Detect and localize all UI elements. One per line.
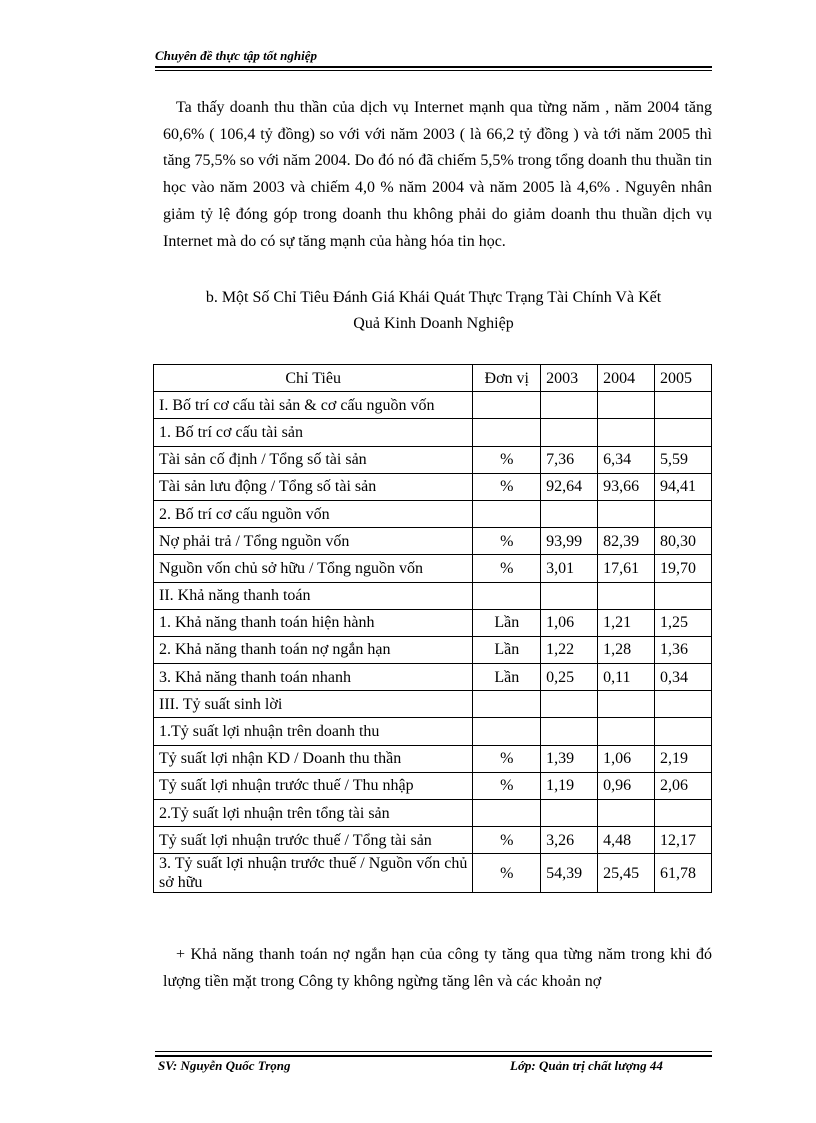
cell-indicator: 1. Bố trí cơ cấu tài sản — [154, 419, 473, 446]
page-header-title: Chuyên đề thực tập tốt nghiệp — [155, 48, 317, 63]
cell-unit — [473, 419, 541, 446]
cell-2004 — [598, 691, 655, 718]
table-row — [154, 609, 712, 636]
cell-unit: % — [473, 528, 541, 555]
cell-2005: 12,17 — [655, 827, 712, 854]
cell-indicator: Tài sản cố định / Tổng số tài sản — [154, 446, 473, 473]
cell-unit: % — [473, 745, 541, 772]
cell-indicator: III. Tỷ suất sinh lời — [154, 691, 473, 718]
header-cell-unit: Đơn vị — [473, 365, 541, 392]
cell-2005 — [655, 718, 712, 745]
cell-indicator: Nợ phải trả / Tổng nguồn vốn — [154, 528, 473, 555]
cell-indicator: 3. Khả năng thanh toán nhanh — [154, 664, 473, 691]
cell-2005 — [655, 392, 712, 419]
cell-2003 — [541, 419, 598, 446]
cell-unit: % — [473, 854, 541, 893]
cell-2003: 54,39 — [541, 854, 598, 893]
cell-indicator: II. Khả năng thanh toán — [154, 582, 473, 609]
header-cell-2005: 2005 — [655, 365, 712, 392]
table-row — [154, 500, 712, 527]
cell-2003: 93,99 — [541, 528, 598, 555]
cell-2003 — [541, 718, 598, 745]
cell-2005 — [655, 691, 712, 718]
header-cell-indicator: Chỉ Tiêu — [154, 365, 473, 392]
cell-indicator: 1.Tỷ suất lợi nhuận trên doanh thu — [154, 718, 473, 745]
cell-2005: 80,30 — [655, 528, 712, 555]
section-subheading-line2: Quả Kinh Doanh Nghiệp — [353, 315, 514, 332]
cell-2004: 1,21 — [598, 609, 655, 636]
body-paragraph-liquidity: + Khả năng thanh toán nợ ngắn hạn của công ty tăng qua từng năm trong khi đó lượng tiền mặt trong Công ty không ngừng tăng lên và các khoản nợ — [163, 946, 712, 990]
cell-2004 — [598, 392, 655, 419]
table-row — [154, 582, 712, 609]
cell-indicator: I. Bố trí cơ cấu tài sản & cơ cấu nguồn vốn — [154, 392, 473, 419]
cell-indicator: 1. Khả năng thanh toán hiện hành — [154, 609, 473, 636]
footer-student-name: SV: Nguyễn Quốc Trọng — [158, 1058, 291, 1073]
cell-unit: Lần — [473, 609, 541, 636]
cell-indicator: Tỷ suất lợi nhuận trước thuế / Thu nhập — [154, 772, 473, 799]
cell-2004: 0,11 — [598, 664, 655, 691]
cell-2003: 1,39 — [541, 745, 598, 772]
cell-indicator: 2.Tỷ suất lợi nhuận trên tổng tài sản — [154, 800, 473, 827]
cell-2004 — [598, 800, 655, 827]
cell-indicator: 2. Khả năng thanh toán nợ ngắn hạn — [154, 636, 473, 663]
cell-unit — [473, 691, 541, 718]
footer-divider-thick — [155, 1055, 712, 1057]
cell-unit: % — [473, 555, 541, 582]
cell-indicator: Tỷ suất lợi nhận KD / Doanh thu thần — [154, 745, 473, 772]
table-header-row — [154, 365, 712, 392]
cell-2003 — [541, 582, 598, 609]
table-row — [154, 555, 712, 582]
cell-2005: 61,78 — [655, 854, 712, 893]
cell-2005: 2,19 — [655, 745, 712, 772]
cell-unit — [473, 582, 541, 609]
cell-indicator: Tỷ suất lợi nhuận trước thuế / Tổng tài sản — [154, 827, 473, 854]
cell-2003: 0,25 — [541, 664, 598, 691]
table-row — [154, 446, 712, 473]
cell-unit: Lần — [473, 664, 541, 691]
table-row — [154, 691, 712, 718]
table-row — [154, 827, 712, 854]
cell-2005: 1,25 — [655, 609, 712, 636]
table-row — [154, 800, 712, 827]
cell-2003: 92,64 — [541, 473, 598, 500]
cell-2003: 3,01 — [541, 555, 598, 582]
cell-2004 — [598, 419, 655, 446]
table-row — [154, 772, 712, 799]
table-row — [154, 854, 712, 893]
cell-2004: 17,61 — [598, 555, 655, 582]
cell-indicator: Nguồn vốn chủ sở hữu / Tổng nguồn vốn — [154, 555, 473, 582]
cell-2005: 19,70 — [655, 555, 712, 582]
cell-2005 — [655, 582, 712, 609]
table-row — [154, 745, 712, 772]
cell-2004: 93,66 — [598, 473, 655, 500]
cell-unit: % — [473, 473, 541, 500]
cell-2005: 5,59 — [655, 446, 712, 473]
financial-metrics-table — [153, 364, 712, 893]
cell-2004: 1,28 — [598, 636, 655, 663]
cell-unit: % — [473, 446, 541, 473]
cell-2005: 1,36 — [655, 636, 712, 663]
cell-2004 — [598, 718, 655, 745]
cell-2004: 82,39 — [598, 528, 655, 555]
cell-2004: 0,96 — [598, 772, 655, 799]
cell-unit: Lần — [473, 636, 541, 663]
table-row — [154, 718, 712, 745]
footer-class-name: Lớp: Quản trị chất lượng 44 — [510, 1058, 663, 1073]
cell-2005 — [655, 419, 712, 446]
table-row — [154, 636, 712, 663]
cell-unit — [473, 718, 541, 745]
cell-indicator: 3. Tỷ suất lợi nhuận trước thuế / Nguồn vốn chủ sở hữu — [154, 854, 473, 893]
body-paragraph-internet-revenue: Ta thấy doanh thu thần của dịch vụ Internet mạnh qua từng năm , năm 2004 tăng 60,6% ( 106,4 tỷ đồng) so với với năm 2003 ( là 66,2 tỷ đồng ) và tới năm 2005 thì tăng 75,5% so với năm 2004. Do đó nó đã chiếm 5,5% trong tổng doanh thu thuần tin học vào năm 2003 và chiếm 4,0 % năm 2004 và năm 2005 là 4,6% . Nguyên nhân giảm tỷ lệ đóng góp trong doanh thu không phải do giảm doanh thu thuần dịch vụ Internet mà do có sự tăng mạnh của hàng hóa tin học. — [163, 99, 712, 250]
cell-2005: 2,06 — [655, 772, 712, 799]
cell-2003: 1,06 — [541, 609, 598, 636]
cell-2003 — [541, 691, 598, 718]
cell-2003: 1,19 — [541, 772, 598, 799]
footer-divider-thin — [155, 1051, 712, 1052]
header-cell-2003: 2003 — [541, 365, 598, 392]
cell-2003: 7,36 — [541, 446, 598, 473]
cell-unit — [473, 800, 541, 827]
header-cell-2004: 2004 — [598, 365, 655, 392]
cell-2004 — [598, 582, 655, 609]
section-subheading-line1: b. Một Số Chỉ Tiêu Đánh Giá Khái Quát Thực Trạng Tài Chính Và Kết — [205, 289, 662, 306]
cell-unit: % — [473, 827, 541, 854]
table-row — [154, 419, 712, 446]
table-row — [154, 392, 712, 419]
cell-2003 — [541, 500, 598, 527]
cell-indicator: 2. Bố trí cơ cấu nguồn vốn — [154, 500, 473, 527]
cell-2003: 1,22 — [541, 636, 598, 663]
table-row — [154, 473, 712, 500]
cell-2005: 0,34 — [655, 664, 712, 691]
cell-2004: 4,48 — [598, 827, 655, 854]
cell-unit — [473, 392, 541, 419]
cell-2005 — [655, 500, 712, 527]
header-divider-thin — [155, 70, 712, 71]
cell-unit — [473, 500, 541, 527]
table-row — [154, 664, 712, 691]
cell-indicator: Tài sản lưu động / Tổng số tài sản — [154, 473, 473, 500]
header-divider-thick — [155, 66, 712, 68]
cell-2003 — [541, 392, 598, 419]
cell-2004: 25,45 — [598, 854, 655, 893]
table-row — [154, 528, 712, 555]
cell-2005 — [655, 800, 712, 827]
cell-2005: 94,41 — [655, 473, 712, 500]
cell-2003: 3,26 — [541, 827, 598, 854]
cell-2004 — [598, 500, 655, 527]
cell-2004: 1,06 — [598, 745, 655, 772]
cell-2003 — [541, 800, 598, 827]
cell-2004: 6,34 — [598, 446, 655, 473]
cell-unit: % — [473, 772, 541, 799]
